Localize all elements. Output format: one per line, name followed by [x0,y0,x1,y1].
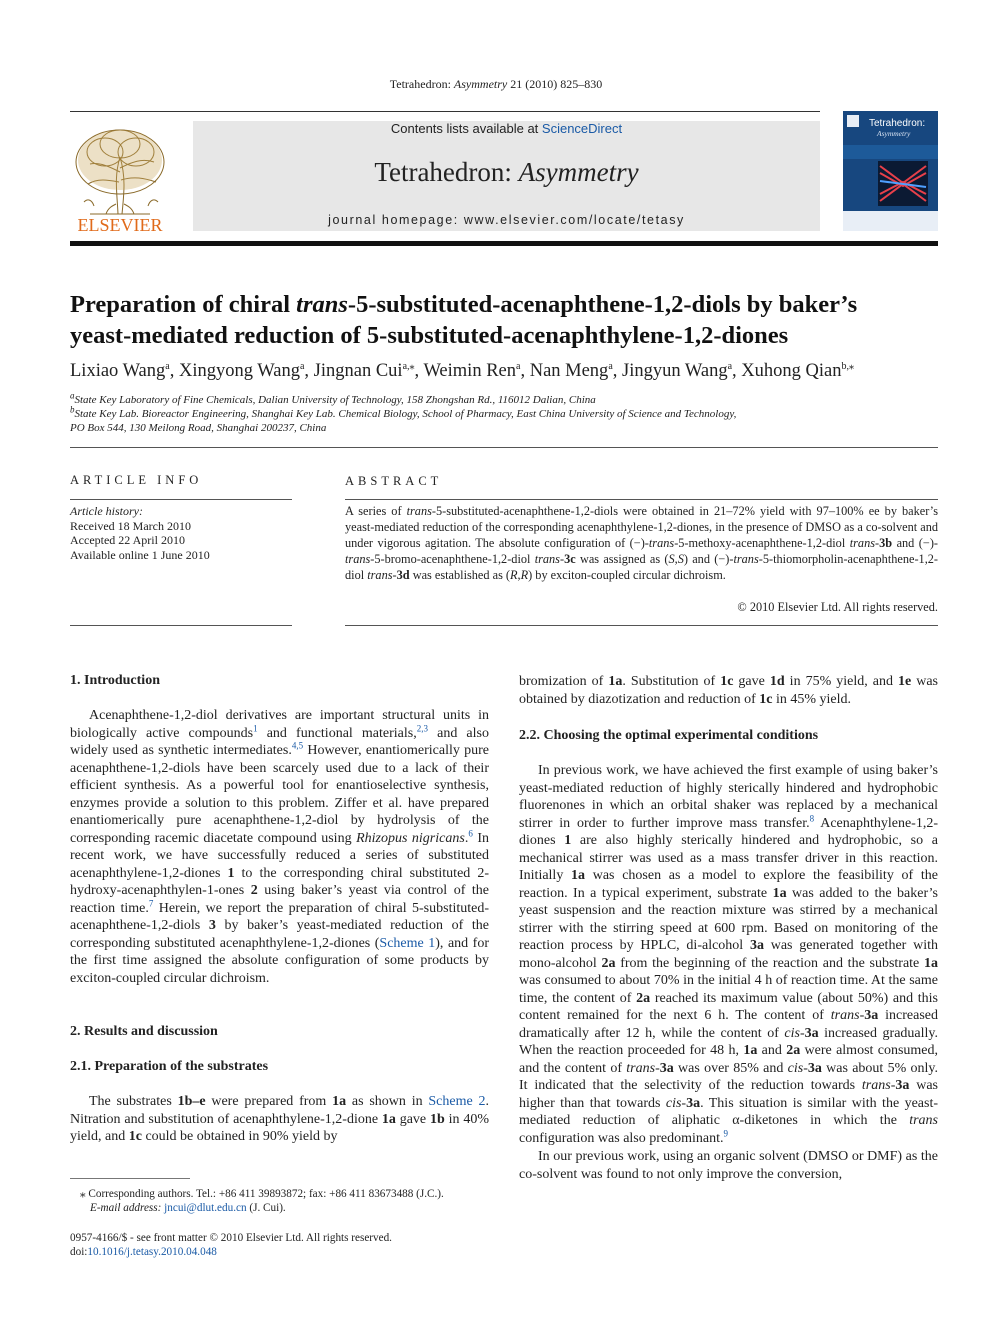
article-info-heading: ARTICLE INFO [70,473,203,487]
abstract-text: A series of trans-5-substituted-acenaphthene-1,2-diols were obtained in 21–72% yield with 97–100% ee by baker’s yeast-mediated reduction of the corresponding acenaphthylene-1,2-diones, in the presence of DMSO as a co-solvent and under vigorous agitation. The absolute configuration of (−)-trans-5-methoxy-acenaphthene-1,2-diol trans-3b and (−)-trans-5-bromo-acenaphthene-1,2-diol trans-3c was assigned as (S,S) and (−)-trans-5-thiomorpholin-acenaphthene-1,2-diol trans-3d was established as (R,R) by exciton-coupled circular dichroism. [345,504,939,582]
journal-title: Tetrahedron: Asymmetry [374,157,639,187]
affiliation-b-cont: PO Box 544, 130 Meilong Road, Shanghai 200237, China [70,422,327,434]
elsevier-logo [70,122,170,234]
contents-available: Contents lists available at ScienceDirect [390,121,623,136]
cover-art-icon [878,161,928,206]
footnote-rule [70,1178,190,1179]
article-title: Preparation of chiral trans-5-substituted-acenaphthene-1,2-diols by baker’s yeast-mediated reduction of 5-substituted-acenaphthylene-1,2-diones [70,291,858,349]
article-info-bottom-rule [70,625,292,626]
email-link[interactable]: jncui@dlut.edu.cn [164,1202,247,1214]
author: Lixiao Wang [70,361,166,381]
author: Weimin Ren [423,361,516,381]
conditions-paragraph: In previous work, we have achieved the first example of using baker’s yeast-mediated reduction of highly sterically hindered and hydrophobic fluorenones in which an orbital shaker was replaced by a mechanical stirrer in order to further improve mass transfer.$^8$ Acenaphthylene-1,2-diones 1 are also highly sterically hindered and hydrophobic, so a mechanical stirrer was used as a mass transfer driver in this reaction. Initially 1a was chosen as a model to explore the feasibility of the reaction. In a typical experiment, substrate 1a was added to the baker’s yeast suspension and the reaction mixture was stirred by a mechanical stirrer with the stirring speed at 600 rpm. Based on monitoring of the reaction process by HPLC, di-alcohol 3a was generated together with mono-alcohol 2a from the beginning of the reaction and the substrate 1a was consumed to about 70% in the initial 4 h of reaction time. At the same time, the content of 2a reached its maximum value (about 50%) and this content remained for the next 6 h. The content of trans-3a increased dramatically after 12 h, while the content of cis-3a increased gradually. When the reaction proceeded for 48 h, 1a and 2a were almost consumed, and the content of trans-3a was over 85% and cis-3a was about 5% only. It indicated that the selectivity of the reduction towards trans-3a was higher than that towards cis-3a. This situation is similar with the yeast-mediated reduction of aliphatic α-diketones in which the trans configuration was also predominant.$^9$ In our previous work, using an organic solvent (DMSO or DMF) as the co-solvent was found to not only improve the conversion, [519,763,939,1182]
article-history: Article history: Received 18 March 2010 Accepted 22 April 2010 Available online 1 June 2010 [70,504,210,562]
substrates-paragraph: The substrates 1b–e were prepared from 1a as shown in Scheme 2. Nitration and substitution of acenaphthylene-1,2-dione 1a gave 1b in 40% yield, and 1c could be obtained in 90% yield by [70,1094,489,1144]
svg-text:ELSEVIER: ELSEVIER [77,215,163,234]
journal-cover: Tetrahedron: Asymmetry [843,111,938,231]
author: Nan Meng [529,361,609,381]
front-matter: 0957-4166/$ - see front matter © 2010 Elsevier Ltd. All rights reserved. doi:10.1016/j.tetasy.2010.04.048 [70,1232,392,1258]
tree-icon [70,122,170,234]
affiliation-rule [70,447,938,448]
abstract-rule [345,499,938,500]
article-info-rule [70,499,292,500]
abstract-copyright: © 2010 Elsevier Ltd. All rights reserved. [737,600,938,614]
affiliation-a: $^a$State Key Laboratory of Fine Chemicals, Dalian University of Technology, 158 Zhongshan Rd., 116012 Dalian, China [70,390,596,406]
section-heading-introduction: 1. Introduction [70,673,160,688]
journal-citation: Tetrahedron: Asymmetry 21 (2010) 825–830 [389,77,603,91]
affiliation-b: $^b$State Key Lab. Bioreactor Engineering, Shanghai Key Lab. Chemical Biology, School of Pharmacy, East China University of Science and Technology, [70,404,737,420]
abstract-heading: ABSTRACT [345,474,443,488]
author: Jingnan Cui [313,361,403,381]
intro-paragraph: Acenaphthene-1,2-diol derivatives are important structural units in biologically active compounds$^1$ and functional materials,$^{2,3}$ and also widely used as synthetic intermediates.$^{4,5}$ However, enantiomerically pure acenaphthene-1,2-diols have been scarcely used due to a lack of their efficient synthesis. As a powerful tool for enantioselective synthesis, enzymes provide a solution to this problem. Ziffer et al. have prepared enantiomerically pure acenaphthene-1,2-diol by hydrolysis of the corresponding racemic diacetate compound using Rhizopus nigricans.$^6$ In recent work, we have successfully reduced a series of substituted acenaphthylene-1,2-diones 1 to the corresponding chiral substituted 2-hydroxy-acenaphthylen-1-ones 2 using baker’s yeast via control of the reaction time.$^7$ Herein, we report the preparation of chiral 5-substituted-acenaphthene-1,2-diols 3 by baker’s yeast-mediated reduction of the corresponding substituted acenaphthylene-1,2-diones (Scheme 1), and for the first time assigned the absolute configuration of some products by exciton-coupled circular dichroism. [70,708,490,986]
author: Xuhong Qian [741,361,842,381]
author-list: Lixiao Wang$^a$, Xingyong Wang$^a$, Jingnan Cui$^{a,⁎}$, Weimin Ren$^a$, Nan Meng$^a$, Jingyun Wang$^a$, Xuhong Qian$^{b,⁎}$ [70,360,854,381]
abstract-bottom-rule [345,625,938,626]
doi-link[interactable]: 10.1016/j.tetasy.2010.04.048 [87,1246,217,1258]
corresponding-footnote: ⁎ Corresponding authors. Tel.: +86 411 39893872; fax: +86 411 83673488 (J.C.). E-mail address: jncui@dlut.edu.cn (J. Cui). [80,1188,444,1214]
author: Xingyong Wang [178,361,300,381]
author: Jingyun Wang [622,361,728,381]
masthead-rule [70,241,938,246]
sciencedirect-link[interactable]: ScienceDirect [541,121,623,136]
section-heading-conditions: 2.2. Choosing the optimal experimental conditions [519,728,819,743]
section-heading-results: 2. Results and discussion [70,1024,218,1039]
section-heading-substrates: 2.1. Preparation of the substrates [70,1059,269,1074]
bromination-continuation: bromization of 1a. Substitution of 1c gave 1d in 75% yield, and 1e was obtained by diazotization and reduction of 1c in 45% yield. [519,674,938,707]
journal-homepage[interactable]: journal homepage: www.elsevier.com/locate/tetasy [328,213,685,227]
header-rule [70,111,820,112]
journal-masthead [193,121,820,231]
